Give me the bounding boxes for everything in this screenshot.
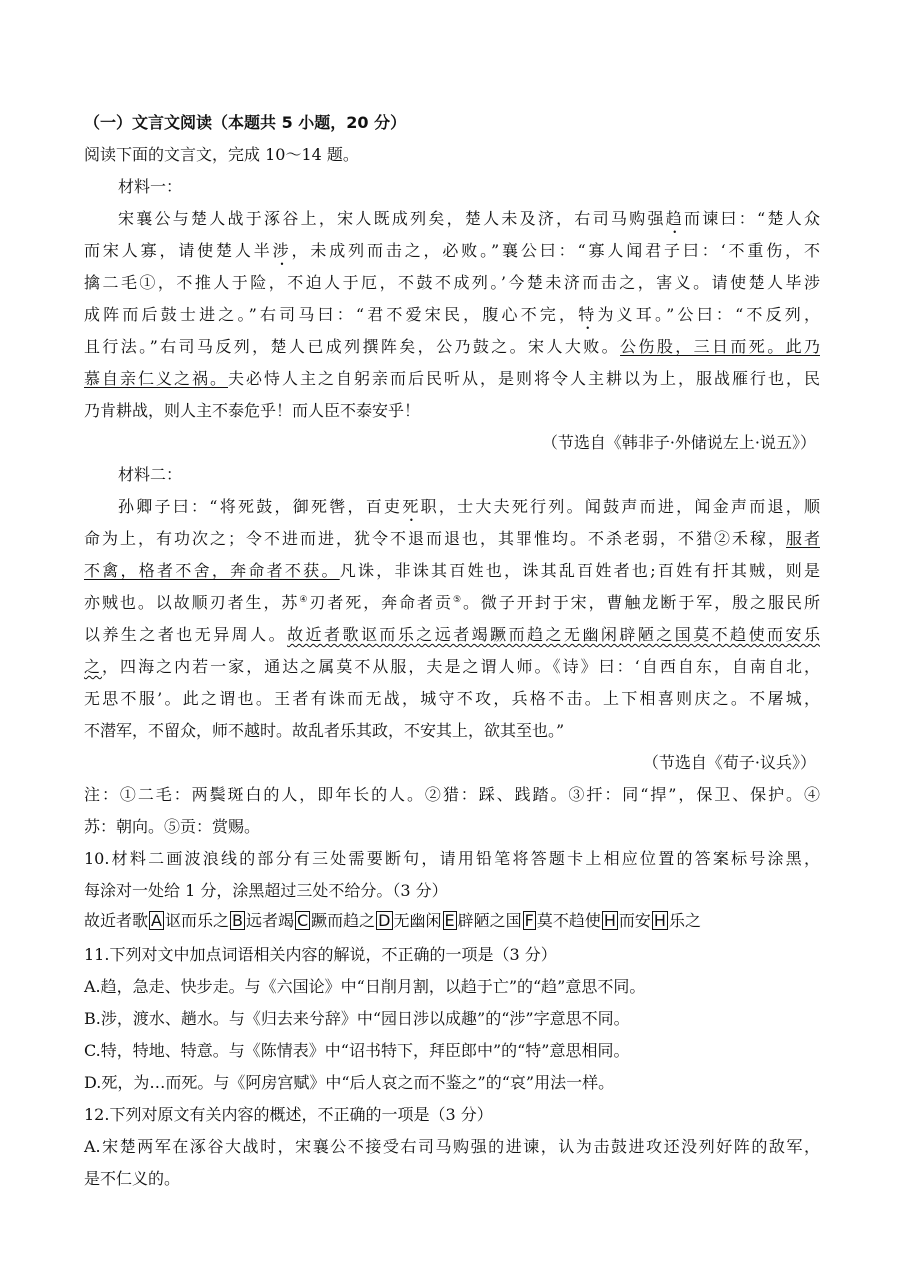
dotted-word-si: 死 bbox=[402, 497, 421, 516]
q10-stem-line-2: 每涂对一处给 1 分，涂黑超过三处不给分。（3 分） bbox=[84, 881, 448, 900]
material2-line-5: 以养生之者也无异周人。故近者歌讴而乐之远者竭蹶而趋之无幽闲辟陋之国莫不趋使而安乐 bbox=[84, 625, 820, 644]
material1-label: 材料一： bbox=[118, 177, 183, 196]
q11-option-b: B.涉，渡水、趟水。与《归去来兮辞》中“园日涉以成趣”的“涉”字意思不同。 bbox=[84, 1009, 630, 1028]
q12-option-a-line-1: A.宋楚两军在涿谷大战时，宋襄公不接受右司马购强的进谏，认为击鼓进攻还没列好阵的敌军， bbox=[84, 1137, 820, 1156]
q11-option-a: A.趋，急走、快步走。与《六国论》中“日削月割，以趋于亡”的“趋”意思不同。 bbox=[84, 977, 646, 996]
material2-label: 材料二： bbox=[118, 465, 183, 484]
answer-box-e[interactable]: E bbox=[444, 911, 455, 930]
material2-line-6: 之，四海之内若一家，通达之属莫不从服，夫是之谓人师。《诗》曰：‘自西自东，自南自北， bbox=[84, 657, 820, 676]
dotted-word-te: 特 bbox=[578, 305, 598, 324]
instruction: 阅读下面的文言文，完成 10～14 题。 bbox=[84, 145, 359, 164]
q12-option-a-line-2: 是不仁义的。 bbox=[84, 1169, 181, 1188]
material2-line-4: 亦贼也。以故顺刃者生，苏④刃者死，奔命者贡⑤。微子开封于宋，曹触龙断于军，殷之服民所 bbox=[84, 593, 820, 612]
material2-line-7: 无思不服’。此之谓也。王者有诛而无战，城守不攻，兵格不击。上下相喜则庆之。不屠城， bbox=[84, 689, 820, 708]
dotted-word-qu: 趋 bbox=[665, 209, 684, 228]
q11-stem: 11.下列对文中加点词语相关内容的解说，不正确的一项是（3 分） bbox=[84, 945, 557, 964]
section-title: （一）文言文阅读（本题共 5 小题，20 分） bbox=[84, 113, 407, 132]
material2-line-8: 不潜军，不留众，师不越时。故乱者乐其政，不安其上，欲其至也。” bbox=[84, 721, 565, 740]
q11-option-c: C.特，特地、特意。与《陈情表》中“诏书特下，拜臣郎中”的“特”意思相同。 bbox=[84, 1041, 630, 1060]
notes-line-1: 注：①二毛：两鬓斑白的人，即年长的人。②猎：踩、践踏。③扞：同“捍”，保卫、保护。④ bbox=[84, 785, 820, 804]
underlined-sentence-part2: 不禽，格者不舍，奔命者不获。 bbox=[84, 561, 340, 580]
underlined-sentence-part1: 服者 bbox=[785, 529, 820, 548]
material1-line-2: 而宋人寡，请使楚人半涉，未成列而击之，必败。”襄公曰：“寡人闻君子曰：‘不重伤，不 bbox=[84, 241, 820, 260]
wavy-underlined-passage: 故近者歌讴而乐之远者竭蹶而趋之无幽闲辟陋之国莫不趋使而安乐 bbox=[287, 625, 820, 644]
dotted-word-she: 涉 bbox=[272, 241, 292, 260]
answer-box-c[interactable]: C bbox=[296, 911, 309, 930]
answer-box-b[interactable]: B bbox=[231, 911, 243, 930]
answer-box-d[interactable]: D bbox=[378, 911, 391, 930]
material2-source: （节选自《荀子·议兵》） bbox=[642, 753, 816, 772]
underlined-sentence-part2: 慕自亲仁义之祸。 bbox=[84, 369, 228, 388]
q10-options: 故近者歌 A 讴而乐之 B 远者竭 C 蹶而趋之 D 无幽闲 E 辟陋之国 F 莫不趋使 H 而安 H 乐之 bbox=[84, 911, 701, 930]
material1-source: （节选自《韩非子·外储说左上·说五》） bbox=[541, 433, 816, 452]
answer-box-f[interactable]: F bbox=[524, 911, 534, 930]
answer-box-h1[interactable]: H bbox=[603, 911, 616, 930]
wavy-underlined-passage-end: 之 bbox=[84, 657, 103, 676]
material2-line-2: 命为上，有功次之；令不进而进，犹令不退而退也，其罪惟均。不杀老弱，不猎②禾稼，服者 bbox=[84, 529, 820, 548]
material1-line-1: 宋襄公与楚人战于涿谷上，宋人既成列矣，楚人未及济，右司马购强趋而谏曰：“楚人众 bbox=[118, 209, 820, 228]
q11-option-d: D.死，为…而死。与《阿房宫赋》中“后人哀之而不鉴之”的“哀”用法一样。 bbox=[84, 1073, 615, 1092]
answer-box-h2[interactable]: H bbox=[653, 911, 666, 930]
material1-line-4: 成阵而后鼓士进之。”右司马曰：“君不爱宋民，腹心不完，特为义耳。”公曰：“不反列， bbox=[84, 305, 820, 324]
q10-text-0: 故近者歌 bbox=[84, 911, 149, 930]
material1-line-5: 且行法。”右司马反列，楚人已成列撰阵矣，公乃鼓之。宋人大败。公伤股，三日而死。此乃 bbox=[84, 337, 820, 356]
material1-line-6: 慕自亲仁义之祸。夫必恃人主之自躬亲而后民听从，是则将令人主耕以为上，服战雁行也，民 bbox=[84, 369, 820, 388]
underlined-sentence-part1: 公伤股，三日而死。此乃 bbox=[620, 337, 820, 356]
material1-line-7: 乃肯耕战，则人主不泰危乎！而人臣不泰安乎！ bbox=[84, 401, 421, 420]
q10-stem-line-1: 10.材料二画波浪线的部分有三处需要断句，请用铅笔将答题卡上相应位置的答案标号涂黑， bbox=[84, 849, 820, 868]
material2-line-3: 不禽，格者不舍，奔命者不获。凡诛，非诛其百姓也，诛其乱百姓者也;百姓有扞其贼，则是 bbox=[84, 561, 820, 580]
notes-line-2: 苏：朝向。⑤贡：赏赐。 bbox=[84, 817, 261, 836]
material2-line-1: 孙卿子曰：“将死鼓，御死辔，百吏死职，士大夫死行列。闻鼓声而进，闻金声而退，顺 bbox=[118, 497, 820, 516]
answer-box-a[interactable]: A bbox=[151, 911, 162, 930]
material1-line-3: 擒二毛①，不推人于险，不迫人于厄，不鼓不成列。’今楚未济而击之，害义。请使楚人毕涉 bbox=[84, 273, 820, 292]
q12-stem: 12.下列对原文有关内容的概述，不正确的一项是（3 分） bbox=[84, 1105, 493, 1124]
